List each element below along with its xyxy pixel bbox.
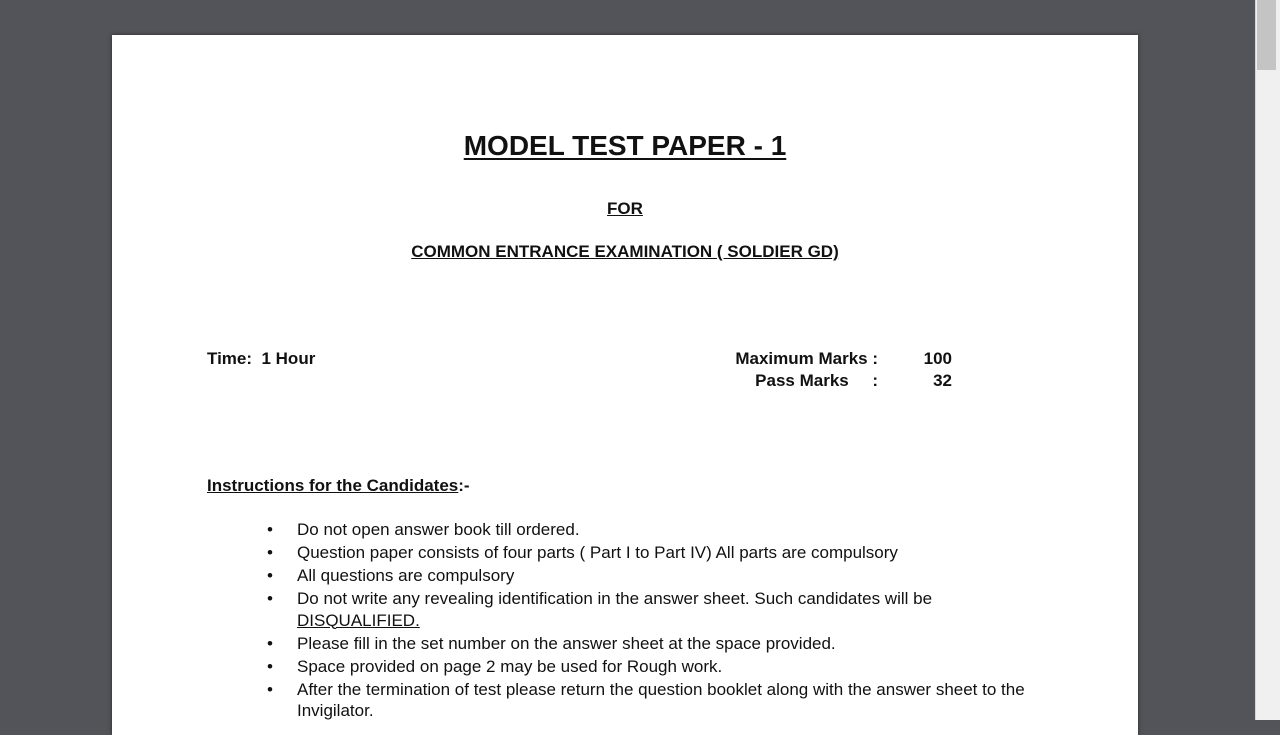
bullet-icon: • xyxy=(267,543,273,562)
instruction-text: Space provided on page 2 may be used for Rough work. xyxy=(297,656,723,676)
instruction-item xyxy=(207,633,1067,655)
pass-marks-row xyxy=(712,370,962,392)
instruction-text: After the termination of test please return the question booklet along with the answer sheet to the Invigilator. xyxy=(297,679,1025,720)
instructions-heading xyxy=(207,475,470,497)
instruction-text: Question paper consists of four parts ( Part I to Part IV) All parts are compulsory xyxy=(297,543,898,562)
instruction-text: All questions are compulsory xyxy=(297,566,515,585)
instruction-item xyxy=(207,542,1067,564)
bullet-icon: • xyxy=(267,589,273,608)
instruction-item xyxy=(207,519,1067,541)
bullet-icon: • xyxy=(267,633,273,653)
instructions-list xyxy=(207,519,1067,723)
max-marks-value: 100 xyxy=(923,349,952,368)
disqualified-text: DISQUALIFIED. xyxy=(297,610,420,630)
instructions-heading-text: Instructions for the Candidates xyxy=(207,476,459,495)
instruction-item xyxy=(207,679,1067,722)
max-marks-row xyxy=(712,348,962,370)
vertical-scrollbar[interactable] xyxy=(1255,0,1280,720)
marks-block xyxy=(712,348,962,392)
instructions-heading-suffix: :- xyxy=(458,476,470,495)
instruction-item xyxy=(207,588,1067,631)
page-title: MODEL TEST PAPER - 1 xyxy=(463,130,787,161)
for-label: FOR xyxy=(607,199,643,218)
instruction-text: Do not write any revealing identification in the answer sheet. Such candidates will be xyxy=(297,589,933,608)
bullet-icon: • xyxy=(267,679,273,699)
exam-name: COMMON ENTRANCE EXAMINATION ( SOLDIER GD) xyxy=(411,242,839,261)
document-page xyxy=(112,35,1138,735)
max-marks-label: Maximum Marks : xyxy=(735,349,878,368)
instruction-item xyxy=(207,656,1067,678)
bullet-icon: • xyxy=(267,566,273,585)
pass-marks-value: 32 xyxy=(933,371,952,390)
instruction-item xyxy=(207,565,1067,587)
time-allowed: Time: 1 Hour xyxy=(207,349,316,368)
bullet-icon: • xyxy=(267,656,273,676)
scrollbar-thumb[interactable] xyxy=(1257,0,1276,70)
bullet-icon: • xyxy=(267,520,273,539)
instruction-text: Please fill in the set number on the answer sheet at the space provided. xyxy=(297,633,836,653)
pass-marks-label: Pass Marks : xyxy=(755,371,878,390)
instruction-text: Do not open answer book till ordered. xyxy=(297,520,580,539)
